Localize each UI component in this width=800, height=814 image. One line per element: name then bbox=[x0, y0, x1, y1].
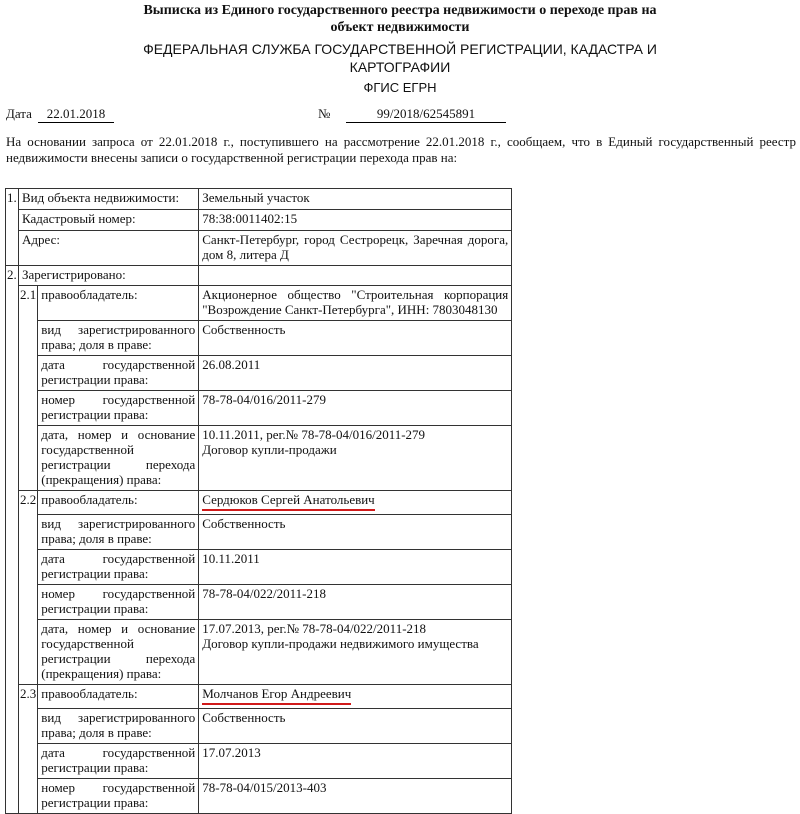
registered-value bbox=[199, 266, 512, 286]
table-row bbox=[6, 426, 512, 491]
agency-name bbox=[0, 40, 800, 76]
reg-number-value: 78-78-04/016/2011-279 bbox=[199, 391, 512, 426]
transfer-basis-value bbox=[199, 620, 512, 685]
address-value: Санкт-Петербург, город Сестрорецк, Заречная дорога, дом 8, литера Д bbox=[199, 231, 512, 266]
table-row bbox=[6, 391, 512, 426]
address-label: Адрес: bbox=[19, 231, 199, 266]
table-row bbox=[6, 620, 512, 685]
holder-name-highlighted: Молчанов Егор Андреевич bbox=[202, 686, 351, 705]
right-type-value: Собственность bbox=[199, 321, 512, 356]
table-row bbox=[6, 779, 512, 814]
reg-date-value: 10.11.2011 bbox=[199, 550, 512, 585]
holder-label: правообладатель: bbox=[38, 685, 199, 709]
transfer-basis-line-1: 10.11.2011, рег.№ 78-78-04/016/2011-279 bbox=[202, 427, 426, 442]
section-number: 2. bbox=[6, 266, 19, 814]
table-row bbox=[6, 585, 512, 620]
transfer-basis-line-1: 17.07.2013, рег.№ 78-78-04/022/2011-218 bbox=[202, 621, 427, 636]
agency-line-1: ФЕДЕРАЛЬНАЯ СЛУЖБА ГОСУДАРСТВЕННОЙ РЕГИСТРАЦИИ, КАДАСТРА И bbox=[143, 41, 657, 57]
system-name: ФГИС ЕГРН bbox=[363, 80, 437, 95]
reg-date-label: дата государственной регистрации права: bbox=[38, 550, 199, 585]
table-row bbox=[6, 709, 512, 744]
transfer-basis-line-2: Договор купли-продажи bbox=[202, 442, 337, 457]
date-label: Дата bbox=[6, 106, 32, 121]
table-row bbox=[6, 744, 512, 779]
entry-number: 2.1 bbox=[19, 286, 38, 491]
object-type-value: Земельный участок bbox=[199, 189, 512, 210]
section-number: 1. bbox=[6, 189, 19, 266]
number-label: № bbox=[318, 106, 331, 121]
reg-date-value: 26.08.2011 bbox=[199, 356, 512, 391]
document-title bbox=[0, 2, 800, 36]
reg-date-label: дата государственной регистрации права: bbox=[38, 744, 199, 779]
transfer-basis-value bbox=[199, 426, 512, 491]
registry-table bbox=[5, 188, 512, 814]
reg-number-label: номер государственной регистрации права: bbox=[38, 391, 199, 426]
holder-label: правообладатель: bbox=[38, 491, 199, 515]
reg-number-label: номер государственной регистрации права: bbox=[38, 779, 199, 814]
holder-label: правообладатель: bbox=[38, 286, 199, 321]
reg-number-label: номер государственной регистрации права: bbox=[38, 585, 199, 620]
transfer-basis-line-2: Договор купли-продажи недвижимого имущества bbox=[202, 636, 479, 651]
holder-value bbox=[199, 685, 512, 709]
table-row bbox=[6, 356, 512, 391]
transfer-basis-label: дата, номер и основание государственной регистрации перехода (прекращения) права: bbox=[38, 620, 199, 685]
agency-line-2: КАРТОГРАФИИ bbox=[349, 59, 451, 75]
right-type-label: вид зарегистрированного права; доля в праве: bbox=[38, 321, 199, 356]
right-type-label: вид зарегистрированного права; доля в праве: bbox=[38, 709, 199, 744]
object-type-label: Вид объекта недвижимости: bbox=[19, 189, 199, 210]
right-type-value: Собственность bbox=[199, 709, 512, 744]
table-row bbox=[6, 321, 512, 356]
entry-number: 2.2 bbox=[19, 491, 38, 685]
holder-name-highlighted: Сердюков Сергей Анатольевич bbox=[202, 492, 374, 511]
number-value: 99/2018/62545891 bbox=[346, 106, 506, 123]
date-value: 22.01.2018 bbox=[38, 106, 114, 123]
table-row bbox=[6, 266, 512, 286]
reg-date-value: 17.07.2013 bbox=[199, 744, 512, 779]
table-row bbox=[6, 286, 512, 321]
table-row bbox=[6, 231, 512, 266]
table-row bbox=[6, 685, 512, 709]
entry-number: 2.3 bbox=[19, 685, 38, 814]
title-line-1: Выписка из Единого государственного реестра недвижимости о переходе прав на bbox=[143, 3, 657, 18]
intro-paragraph: На основании запроса от 22.01.2018 г., поступившего на рассмотрение 22.01.2018 г., сообщаем, что в Единый государственный реестр недвижимости внесены записи о государственной регистрации перехода прав на: bbox=[6, 134, 796, 165]
right-type-value: Собственность bbox=[199, 515, 512, 550]
table-row bbox=[6, 189, 512, 210]
table-row bbox=[6, 210, 512, 231]
reg-date-label: дата государственной регистрации права: bbox=[38, 356, 199, 391]
holder-value: Акционерное общество "Строительная корпорация "Возрождение Санкт-Петербурга", ИНН: 7803048130 bbox=[199, 286, 512, 321]
reg-number-value: 78-78-04/022/2011-218 bbox=[199, 585, 512, 620]
cadastral-label: Кадастровый номер: bbox=[19, 210, 199, 231]
reg-number-value: 78-78-04/015/2013-403 bbox=[199, 779, 512, 814]
registered-label: Зарегистрировано: bbox=[19, 266, 199, 286]
date-number-line bbox=[6, 106, 798, 124]
title-line-2: объект недвижимости bbox=[330, 20, 470, 35]
table-row bbox=[6, 550, 512, 585]
holder-value bbox=[199, 491, 512, 515]
table-row bbox=[6, 491, 512, 515]
table-row bbox=[6, 515, 512, 550]
right-type-label: вид зарегистрированного права; доля в праве: bbox=[38, 515, 199, 550]
cadastral-value: 78:38:0011402:15 bbox=[199, 210, 512, 231]
transfer-basis-label: дата, номер и основание государственной регистрации перехода (прекращения) права: bbox=[38, 426, 199, 491]
